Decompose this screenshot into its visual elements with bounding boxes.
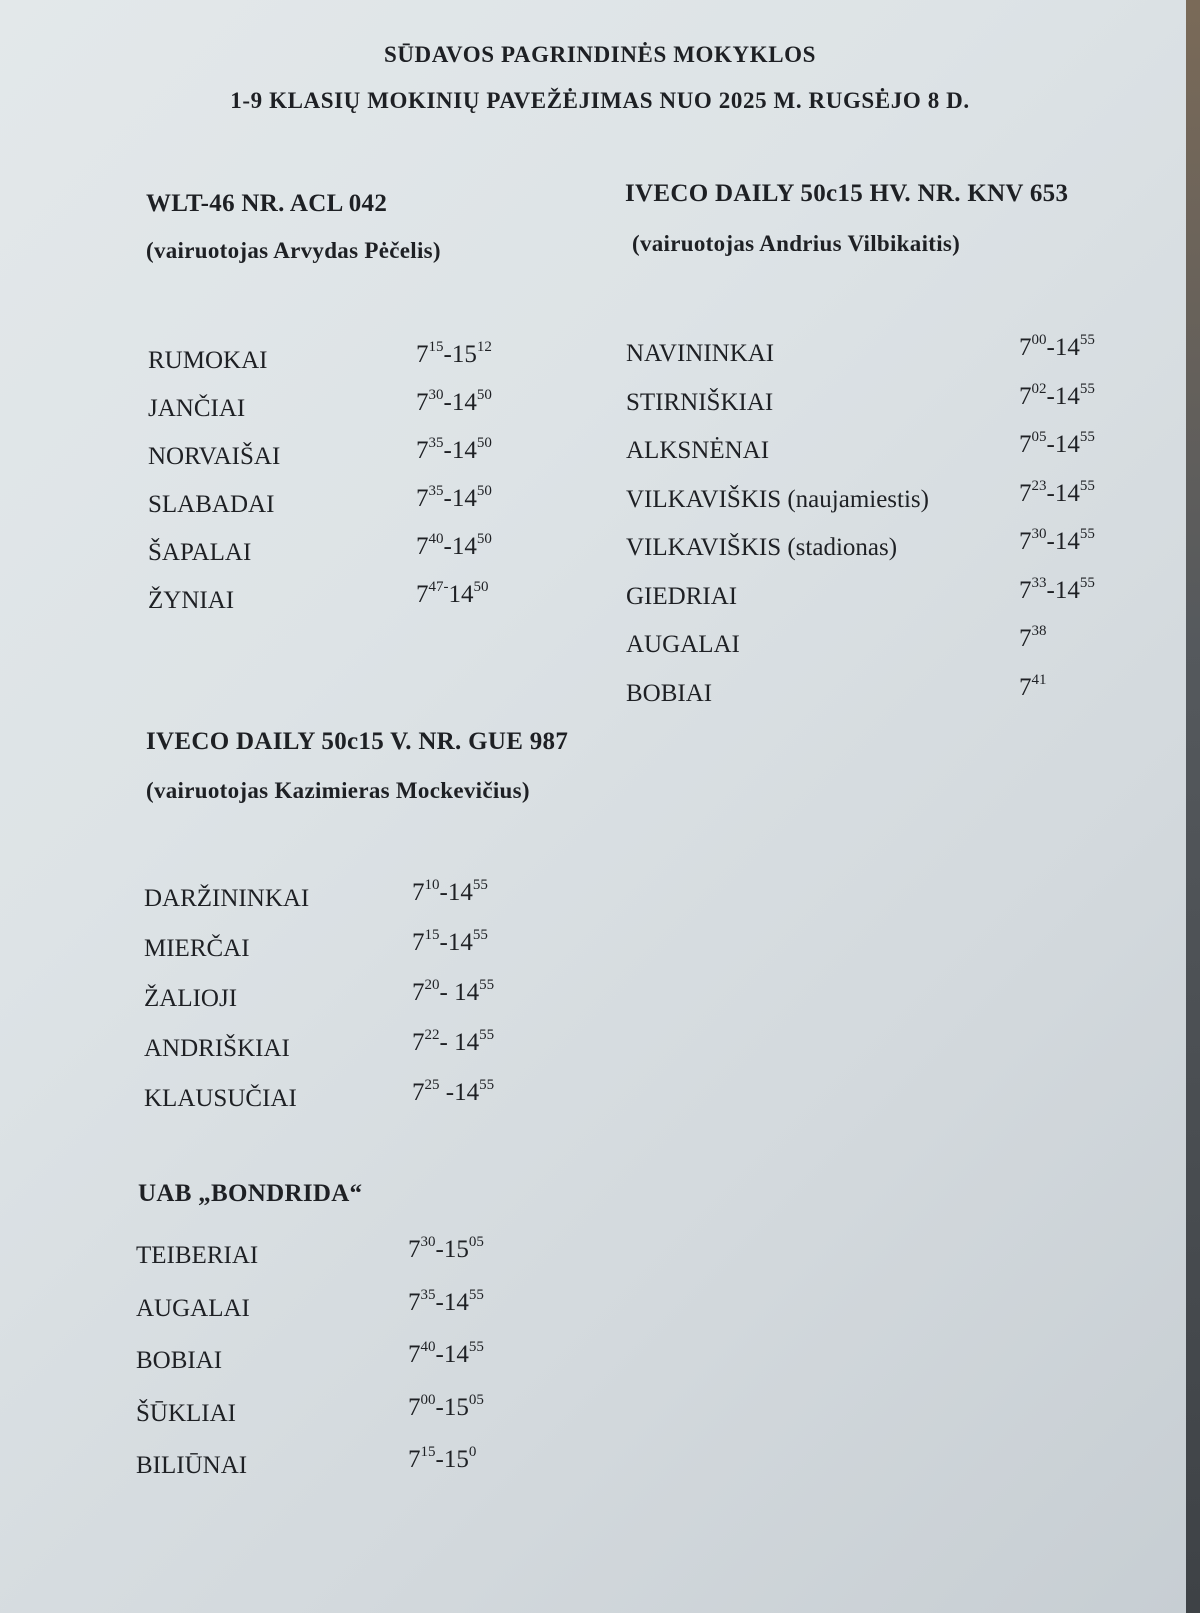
- stop-row: [626, 668, 1136, 717]
- route-heading: UAB „BONDRIDA“: [138, 1180, 363, 1207]
- stop-row: [626, 474, 1136, 523]
- departure-minutes: 40: [420, 1339, 436, 1355]
- stop-name: NORVAIŠAI: [148, 443, 281, 470]
- stop-name: ŠAPALAI: [148, 539, 252, 566]
- departure-minutes: 35: [428, 483, 444, 499]
- departure-minutes: 00: [420, 1391, 436, 1408]
- return-hour: 15: [443, 1446, 469, 1473]
- departure-hour: 7: [412, 979, 425, 1006]
- return-minutes: 55: [468, 1339, 484, 1355]
- departure-hour: 7: [1019, 479, 1032, 507]
- school-title: SŪDAVOS PAGRINDINĖS MOKYKLOS: [383, 42, 817, 67]
- departure-minutes: 33: [1031, 574, 1047, 591]
- departure-hour: 7: [1019, 528, 1032, 555]
- stop-times: [412, 929, 488, 957]
- return-minutes: 55: [472, 927, 488, 943]
- departure-minutes: 30: [420, 1234, 436, 1250]
- return-minutes: 55: [1079, 332, 1095, 348]
- departure-minutes: 35: [428, 435, 444, 451]
- departure-hour: 7: [408, 1446, 421, 1473]
- return-minutes: 50: [476, 531, 492, 547]
- stop-times: [416, 533, 492, 561]
- return-hour: 15: [443, 1236, 469, 1263]
- time-separator: -: [1046, 382, 1055, 410]
- stop-row: [626, 571, 1136, 620]
- time-separator: -: [443, 485, 452, 512]
- departure-minutes: 41: [1031, 671, 1047, 688]
- stop-name: DARŽININKAI: [144, 885, 310, 912]
- stop-times: [1019, 477, 1095, 508]
- stop-name: VILKAVIŠKIS (stadionas): [626, 534, 898, 561]
- return-hour: 14: [451, 485, 477, 512]
- departure-hour: 7: [416, 389, 429, 416]
- return-minutes: 50: [476, 483, 492, 499]
- return-hour: 15: [443, 1393, 469, 1421]
- departure-hour: 7: [412, 929, 425, 956]
- departure-minutes: 40: [428, 531, 444, 547]
- stop-row: [136, 1335, 516, 1388]
- departure-minutes: 35: [420, 1286, 436, 1303]
- stop-name: TEIBERIAI: [136, 1242, 259, 1269]
- return-minutes: 55: [479, 1027, 495, 1043]
- stop-name: KLAUSUČIAI: [144, 1085, 297, 1112]
- return-minutes: 12: [476, 339, 492, 355]
- stop-times: [408, 1391, 484, 1422]
- return-hour: 15: [451, 341, 477, 368]
- return-hour: 14: [448, 581, 474, 608]
- stop-times: [1019, 431, 1095, 459]
- return-hour: 14: [454, 979, 480, 1006]
- stop-times: [412, 1029, 494, 1057]
- time-separator: -: [435, 1288, 444, 1316]
- time-separator: -: [1046, 334, 1055, 361]
- return-minutes: 55: [479, 1077, 495, 1093]
- stop-times: [408, 1236, 484, 1264]
- departure-hour: 7: [1019, 334, 1032, 361]
- stop-times: [416, 581, 489, 609]
- departure-minutes: 05: [1031, 429, 1047, 445]
- stop-row: [144, 1023, 524, 1073]
- departure-hour: 7: [416, 485, 429, 512]
- return-minutes: 05: [468, 1391, 484, 1408]
- time-separator: -: [435, 1236, 444, 1263]
- stop-name: GIEDRIAI: [626, 582, 738, 610]
- stop-row: [144, 873, 524, 923]
- return-hour: 14: [454, 1079, 480, 1106]
- return-minutes: 50: [476, 435, 492, 451]
- return-minutes: 55: [1079, 574, 1095, 591]
- route-driver: (vairuotojas Arvydas Pėčelis): [146, 238, 441, 263]
- return-minutes: 55: [1079, 429, 1095, 445]
- departure-hour: 7: [408, 1393, 421, 1421]
- stop-name: ŠŪKLIAI: [136, 1399, 236, 1427]
- stop-name: AUGALAI: [136, 1294, 250, 1322]
- stop-times: [416, 437, 492, 465]
- departure-minutes: 20: [424, 977, 440, 993]
- stop-row: [144, 973, 524, 1023]
- return-hour: 14: [1054, 334, 1080, 361]
- stop-name: STIRNIŠKIAI: [626, 388, 774, 416]
- departure-minutes: 22: [424, 1027, 440, 1043]
- departure-minutes: 15: [428, 339, 444, 355]
- departure-minutes: 02: [1031, 380, 1047, 397]
- stop-row: [148, 335, 528, 383]
- return-minutes: 55: [479, 977, 495, 993]
- time-separator: -: [439, 1079, 455, 1106]
- stop-row: [626, 377, 1136, 426]
- time-separator: -: [1046, 576, 1055, 604]
- departure-minutes: 10: [424, 877, 440, 893]
- stop-name: ŽYNIAI: [148, 587, 235, 614]
- return-minutes: 50: [476, 387, 492, 403]
- stop-row: [148, 431, 528, 479]
- route-driver: (vairuotojas Andrius Vilbikaitis): [632, 231, 961, 256]
- stop-times: [408, 1341, 484, 1369]
- stop-times: [416, 389, 492, 417]
- stop-row: [136, 1230, 516, 1283]
- departure-hour: 7: [412, 1079, 425, 1106]
- stop-name: MIERČAI: [144, 935, 250, 962]
- return-hour: 14: [451, 533, 477, 560]
- departure-minutes: 23: [1031, 477, 1047, 494]
- stop-times: [412, 979, 494, 1007]
- return-minutes: 50: [473, 579, 489, 595]
- departure-hour: 7: [416, 437, 429, 464]
- time-separator: -: [435, 1341, 444, 1368]
- departure-minutes: 30: [1031, 526, 1047, 542]
- time-separator: -: [439, 979, 455, 1006]
- stop-list: [148, 335, 528, 623]
- stop-row: [148, 383, 528, 431]
- return-hour: 14: [1054, 382, 1080, 410]
- return-minutes: 55: [472, 877, 488, 893]
- background-edge: [1186, 0, 1200, 1613]
- departure-minutes: 30: [428, 387, 444, 403]
- return-hour: 14: [443, 1288, 469, 1316]
- return-minutes: 55: [1079, 380, 1095, 397]
- route-heading: IVECO DAILY 50c15 HV. NR. KNV 653: [625, 180, 1069, 207]
- return-hour: 14: [451, 389, 477, 416]
- stop-list: [144, 873, 524, 1123]
- departure-hour: 7: [412, 1029, 425, 1056]
- return-hour: 14: [443, 1341, 469, 1368]
- stop-name: RUMOKAI: [148, 347, 268, 374]
- stop-times: [412, 1079, 494, 1107]
- return-minutes: 55: [1079, 526, 1095, 542]
- stop-times: [412, 879, 488, 907]
- departure-minutes: 00: [1031, 332, 1047, 348]
- departure-hour: 7: [408, 1288, 421, 1316]
- stop-row: [626, 328, 1136, 377]
- stop-name: JANČIAI: [148, 395, 246, 422]
- departure-minutes: 38: [1031, 623, 1047, 639]
- stop-name: BILIŪNAI: [136, 1452, 248, 1479]
- departure-hour: 7: [1019, 576, 1032, 604]
- time-separator: -: [439, 1029, 455, 1056]
- return-hour: 14: [1054, 479, 1080, 507]
- stop-times: [1019, 334, 1095, 362]
- departure-hour: 7: [408, 1341, 421, 1368]
- return-minutes: 0: [468, 1444, 477, 1460]
- departure-minutes: 47-: [428, 579, 449, 595]
- stop-list: [626, 328, 1136, 716]
- stop-row: [626, 522, 1136, 571]
- stop-row: [148, 479, 528, 527]
- stop-row: [626, 425, 1136, 474]
- return-minutes: 05: [468, 1234, 484, 1250]
- stop-name: ALKSNĖNAI: [626, 437, 770, 464]
- departure-hour: 7: [416, 581, 429, 608]
- time-separator: -: [1046, 479, 1055, 507]
- stop-times: [408, 1286, 484, 1317]
- stop-times: [1019, 380, 1095, 411]
- departure-hour: 7: [1019, 382, 1032, 410]
- departure-hour: 7: [416, 341, 429, 368]
- route-driver: (vairuotojas Kazimieras Mockevičius): [146, 778, 530, 803]
- stop-row: [626, 619, 1136, 668]
- stop-row: [144, 1073, 524, 1123]
- stop-times: [1019, 528, 1095, 556]
- departure-hour: 7: [1019, 673, 1032, 701]
- departure-minutes: 15: [424, 927, 440, 943]
- stop-name: BOBIAI: [626, 679, 713, 707]
- departure-hour: 7: [416, 533, 429, 560]
- time-separator: -: [435, 1446, 444, 1473]
- stop-name: AUGALAI: [626, 631, 740, 658]
- return-hour: 14: [451, 437, 477, 464]
- departure-hour: 7: [408, 1236, 421, 1263]
- departure-hour: 7: [412, 879, 425, 906]
- stop-name: ŽALIOJI: [144, 985, 238, 1012]
- stop-name: ANDRIŠKIAI: [144, 1035, 290, 1062]
- schedule-title: 1-9 KLASIŲ MOKINIŲ PAVEŽĖJIMAS NUO 2025 M. RUGSĖJO 8 D.: [230, 88, 970, 113]
- stop-row: [148, 527, 528, 575]
- stop-times: [416, 485, 492, 513]
- stop-row: [136, 1388, 516, 1441]
- stop-name: NAVININKAI: [626, 340, 775, 367]
- departure-hour: 7: [1019, 431, 1032, 458]
- departure-hour: 7: [1019, 625, 1032, 652]
- return-minutes: 55: [468, 1286, 484, 1303]
- time-separator: -: [443, 533, 452, 560]
- stop-times: [1019, 671, 1047, 702]
- stop-row: [136, 1283, 516, 1336]
- departure-minutes: 25: [424, 1077, 440, 1093]
- return-hour: 14: [454, 1029, 480, 1056]
- route-heading: IVECO DAILY 50c15 V. NR. GUE 987: [146, 728, 569, 755]
- stop-times: [408, 1446, 476, 1474]
- time-separator: -: [439, 879, 448, 906]
- return-hour: 14: [447, 879, 473, 906]
- stop-row: [144, 923, 524, 973]
- time-separator: -: [435, 1393, 444, 1421]
- time-separator: -: [443, 341, 452, 368]
- stop-times: [1019, 625, 1047, 653]
- return-hour: 14: [447, 929, 473, 956]
- return-minutes: 55: [1079, 477, 1095, 494]
- time-separator: -: [1046, 431, 1055, 458]
- return-hour: 14: [1054, 576, 1080, 604]
- stop-list: [136, 1230, 516, 1493]
- time-separator: -: [1046, 528, 1055, 555]
- return-hour: 14: [1054, 431, 1080, 458]
- stop-row: [148, 575, 528, 623]
- departure-minutes: 15: [420, 1444, 436, 1460]
- stop-name: VILKAVIŠKIS (naujamiestis): [626, 485, 929, 513]
- stop-name: BOBIAI: [136, 1347, 223, 1374]
- stop-times: [1019, 574, 1095, 605]
- return-hour: 14: [1054, 528, 1080, 555]
- time-separator: -: [443, 437, 452, 464]
- time-separator: -: [443, 389, 452, 416]
- stop-row: [136, 1440, 516, 1493]
- stop-name: SLABADAI: [148, 491, 275, 518]
- route-heading: WLT-46 NR. ACL 042: [146, 190, 388, 217]
- time-separator: -: [439, 929, 448, 956]
- stop-times: [416, 341, 492, 369]
